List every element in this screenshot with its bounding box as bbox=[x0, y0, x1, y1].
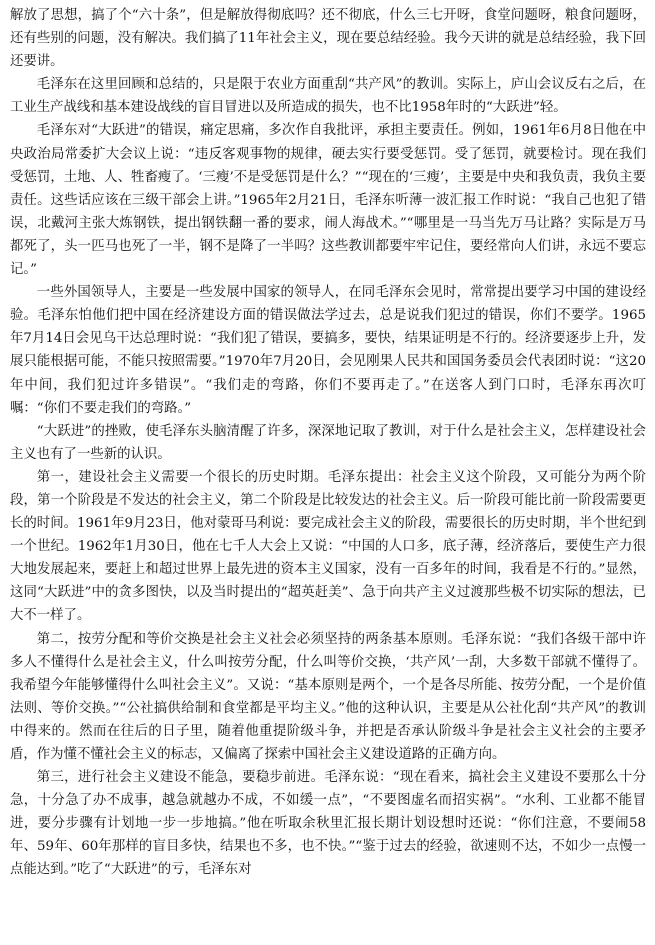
paragraph-7: 第二，按劳分配和等价交换是社会主义社会必须坚持的两条基本原则。毛泽东说：“我们各级干部中许多人不懂得什么是社会主义，什么叫按劳分配，什么叫等价交换，‘共产风’一刮，大多数干部就不懂得了。我希望今年能够懂得什么叫社会主义”。又说：“基本原则是两个，一个是各尽所能、按劳分配，一个是价值法则、等价交换。”“公社搞供给制和食堂都是平均主义。”他的这种认识，主要是从公社化刮“共产风”的教训中得来的。然而在往后的日子里，随着他重提阶级斗争，并把是否承认阶级斗争是社会主义社会的主要矛盾，作为懂不懂社会主义的标志，又偏离了探索中国社会主义建设道路的正确方向。 bbox=[10, 631, 646, 762]
paragraph-8: 第三，进行社会主义建设不能急，要稳步前进。毛泽东说：“现在看来，搞社会主义建设不要那么十分急，十分急了办不成事，越急就越办不成，不如缓一点”，“不要图虚名而招实祸”。“水利、工业都不能冒进，要分步骤有计划地一步一步地搞。”他在听取余秋里汇报长期计划设想时还说：“你们注意，不要闹58年、59年、60年那样的盲目多快，结果也不多，也不快。”“鉴于过去的经验，欲速则不达，不如少一点慢一点能达到。”吃了“大跃进”的亏，毛泽东对 bbox=[10, 770, 646, 878]
paragraph-4: 一些外国领导人，主要是一些发展中国家的领导人，在同毛泽东会见时，常常提出要学习中国的建设经验。毛泽东怕他们把中国在经济建设方面的错误做法学过去，总是说我们犯过的错误，你们不要学。1965年7月14日会见乌干达总理时说：“我们犯了错误，要搞多，要快，结果证明是不行的。经济要逐步上升，发展只能根据可能，不能只按照需要。”1970年7月20日，会见刚果人民共和国国务委员会代表团时说：“这20年中间，我们犯过许多错误”。“我们走的弯路，你们不要再走了。”在送客人到门口时，毛泽东再次叮嘱：“你们不要走我们的弯路。” bbox=[10, 285, 646, 416]
paragraph-2: 毛泽东在这里回顾和总结的，只是限于农业方面重刮“共产风”的教训。实际上，庐山会议反右之后，在工业生产战线和基本建设战线的盲目冒进以及所造成的损失，也不比1958年时的“大跃进”轻。 bbox=[10, 77, 646, 116]
paragraph-1: 解放了思想，搞了个“六十条”，但是解放得彻底吗？还不彻底，什么三七开呀，食堂问题呀，粮食问题呀，还有些别的问题，没有解决。我们搞了11年社会主义，现在要总结经验。我今天讲的就是总结经验，我下回还要讲。 bbox=[10, 8, 646, 70]
paragraph-5: “大跃进”的挫败，使毛泽东头脑清醒了许多，深深地记取了教训，对于什么是社会主义，怎样建设社会主义也有了一些新的认识。 bbox=[10, 423, 646, 462]
paragraph-3: 毛泽东对“大跃进”的错误，痛定思痛，多次作自我批评，承担主要责任。例如，1961年6月8日他在中央政治局常委扩大会议上说：“违反客观事物的规律，硬去实行要受惩罚。受了惩罚，就要检讨。现在我们受惩罚，土地、人、牲畜瘦了。‘三瘦’不是受惩罚是什么？”“现在的‘三瘦’，主要是中央和我负责，我负主要责任。这些话应该在三级干部会上讲。”1965年2月21日，毛泽东听薄一波汇报工作时说：“我自己也犯了错误，北戴河主张大炼钢铁，提出钢铁翻一番的要求，闹人海战术。”“哪里是一马当先万马让路？实际是万马都死了，头一匹马也死了一半，钢不是降了一半吗？这些教训都要牢牢记住，要经常向人们讲，永远不要忘记。” bbox=[10, 123, 646, 278]
paragraph-6: 第一，建设社会主义需要一个很长的历史时期。毛泽东提出：社会主义这个阶段，又可能分为两个阶段，第一个阶段是不发达的社会主义，第二个阶段是比较发达的社会主义。后一阶段可能比前一阶段需要更长的时间。1961年9月23日，他对蒙哥马利说：要完成社会主义的阶段，需要很长的历史时期，半个世纪到一个世纪。1962年1月30日，他在七千人大会上又说：“中国的人口多，底子薄，经济落后，要使生产力很大地发展起来，要赶上和超过世界上最先进的资本主义国家，没有一百多年的时间，我看是不行的。”显然，这同“大跃进”中的贪多图快，以及当时提出的“超英赶美”、急于向共产主义过渡那些极不切实际的想法，已大不一样了。 bbox=[10, 469, 646, 624]
